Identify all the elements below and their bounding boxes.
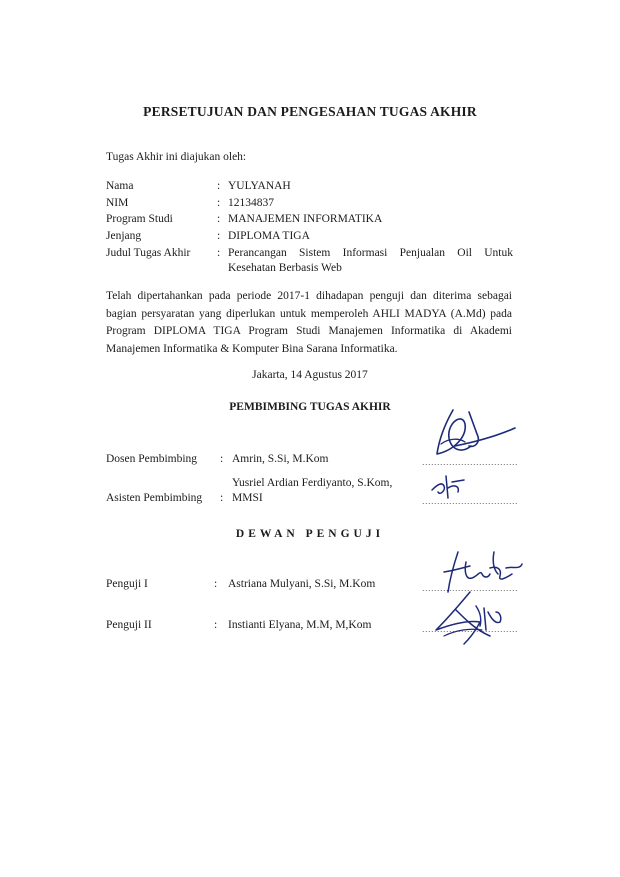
document-title: PERSETUJUAN DAN PENGESAHAN TUGAS AKHIR: [143, 104, 477, 119]
nim-label: NIM: [106, 197, 129, 209]
thesis-colon: :: [217, 247, 221, 259]
program-label: Program Studi: [106, 213, 173, 225]
advisor-signature-icon: [425, 402, 520, 472]
assistant-signature-line: ................................: [422, 496, 519, 506]
examiner2-label: Penguji II: [106, 619, 152, 631]
examiner2-signature-icon: [430, 590, 515, 650]
advisors-heading: PEMBIMBING TUGAS AKHIR: [229, 401, 391, 413]
nim-value: 12134837: [228, 197, 274, 209]
assistant-signature-icon: [428, 472, 468, 502]
advisor-signature-line: ................................: [422, 457, 519, 467]
assistant-name-line2: MMSI: [232, 492, 263, 504]
examiner1-name: Astriana Mulyani, S.Si, M.Kom: [228, 578, 376, 590]
thesis-title-line1: Perancangan Sistem Informasi Penjualan Oil Untuk: [228, 247, 513, 259]
program-colon: :: [217, 213, 221, 225]
name-label: Nama: [106, 180, 134, 192]
advisor-label: Dosen Pembimbing: [106, 453, 198, 465]
assistant-label: Asisten Pembimbing: [106, 492, 203, 504]
level-colon: :: [217, 230, 221, 242]
level-value: DIPLOMA TIGA: [228, 230, 310, 242]
examiner2-colon: :: [214, 619, 218, 631]
thesis-title-line2: Kesehatan Berbasis Web: [228, 262, 342, 274]
advisor-colon: :: [220, 453, 224, 465]
intro-text: Tugas Akhir ini diajukan oleh:: [106, 151, 247, 163]
statement-paragraph: Telah dipertahankan pada periode 2017-1 dihadapan penguji dan diterima sebagai bagian persyaratan yang diperlukan untuk memperoleh AHLI MADYA (A.Md) pada Program DIPLOMA TIGA Program Studi Manajemen Informatika di Akademi Manajemen Informatika & Komputer Bina Sarana Informatika.: [106, 290, 512, 355]
advisor-name: Amrin, S.Si, M.Kom: [232, 453, 329, 465]
examiner2-signature-line: ................................: [422, 624, 519, 634]
examiner1-label: Penguji I: [106, 578, 148, 590]
name-colon: :: [217, 180, 221, 192]
name-value: YULYANAH: [228, 180, 291, 192]
level-label: Jenjang: [106, 230, 142, 242]
nim-colon: :: [217, 197, 221, 209]
examiner1-signature-line: ................................: [422, 583, 519, 593]
assistant-colon: :: [220, 492, 224, 504]
place-date: Jakarta, 14 Agustus 2017: [252, 369, 368, 381]
thesis-label: Judul Tugas Akhir: [106, 247, 191, 259]
examiners-heading: DEWAN PENGUJI: [235, 528, 385, 540]
examiner2-name: Instianti Elyana, M.M, M,Kom: [228, 619, 372, 631]
assistant-name-line1: Yusriel Ardian Ferdiyanto, S.Kom,: [232, 477, 393, 489]
examiner1-colon: :: [214, 578, 218, 590]
program-value: MANAJEMEN INFORMATIKA: [228, 213, 383, 225]
